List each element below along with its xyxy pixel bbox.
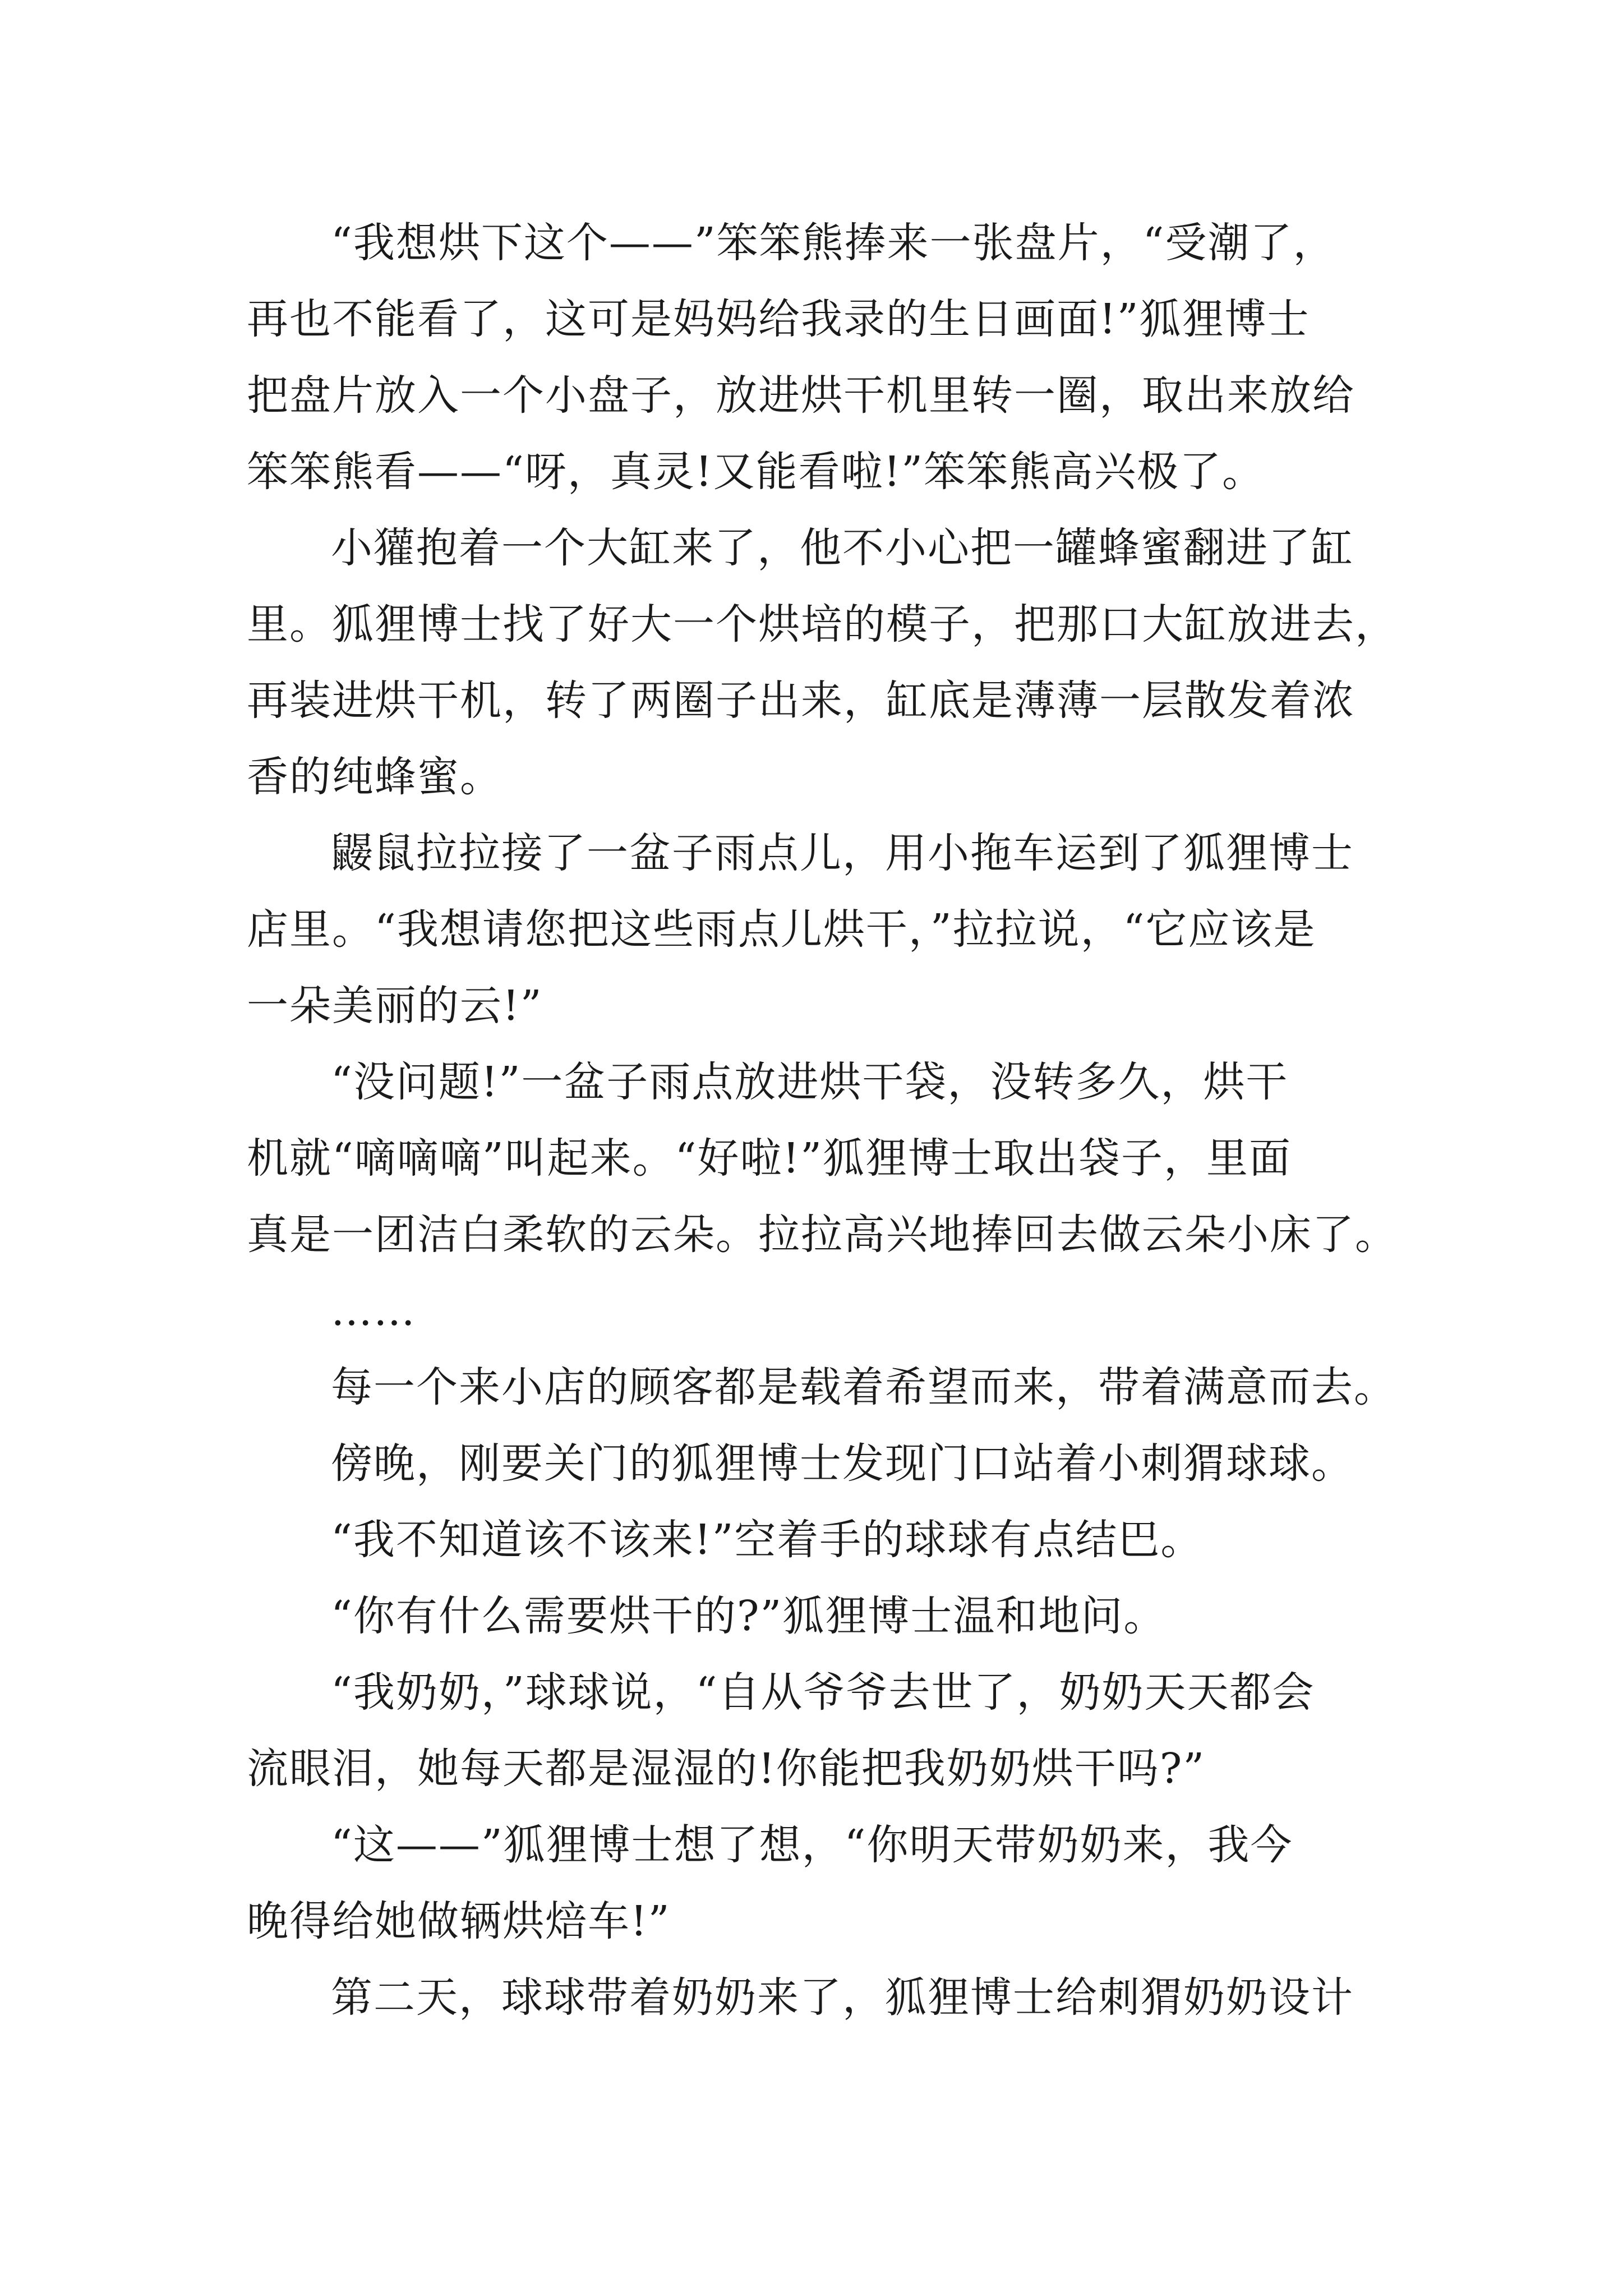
text-line: “没问题!”一盆子雨点放进烘干袋，没转多久，烘干 — [331, 1058, 1289, 1106]
text-line: 第二天，球球带着奶奶来了，狐狸博士给刺猬奶奶设计 — [331, 1973, 1354, 2022]
text-line: “我奶奶，”球球说，“自从爷爷去世了，奶奶天天都会 — [331, 1668, 1315, 1717]
text-line: 香的纯蜂蜜。 — [247, 753, 502, 801]
text-line: 里。狐狸博士找了好大一个烘培的模子，把那口大缸放进去， — [247, 600, 1398, 648]
text-line: …… — [331, 1287, 416, 1335]
text-line: 鼹鼠拉拉接了一盆子雨点儿，用小拖车运到了狐狸博士 — [331, 829, 1354, 877]
story-text — [247, 205, 1398, 2036]
text-line: 晚得给她做辆烘焙车!” — [247, 1897, 671, 1945]
text-line: 笨笨熊看——“呀，真灵!又能看啦!”笨笨熊高兴极了。 — [247, 448, 1265, 496]
text-line: 每一个来小店的顾客都是载着希望而来，带着满意而去。 — [331, 1363, 1396, 1411]
text-line: “我不知道该不该来!”空着手的球球有点结巴。 — [331, 1516, 1204, 1564]
text-line: 小獾抱着一个大缸来了，他不小心把一罐蜂蜜翻进了缸 — [331, 524, 1354, 572]
text-line: 一朵美丽的云!” — [247, 982, 543, 1030]
text-line: 傍晚，刚要关门的狐狸博士发现门口站着小刺猬球球。 — [331, 1439, 1354, 1488]
text-line: 流眼泪，她每天都是湿湿的!你能把我奶奶烘干吗?” — [247, 1745, 1206, 1793]
text-line: “我想烘下这个——”笨笨熊捧来一张盘片，“受潮了， — [331, 219, 1336, 267]
text-line: 店里。“我想请您把这些雨点儿烘干，”拉拉说，“它应该是 — [247, 905, 1316, 954]
text-line: 把盘片放入一个小盘子，放进烘干机里转一圈，取出来放给 — [247, 371, 1355, 420]
text-line: “这——”狐狸博士想了想，“你明天带奶奶来，我今 — [331, 1821, 1293, 1869]
text-line: 真是一团洁白柔软的云朵。拉拉高兴地捧回去做云朵小床了。 — [247, 1211, 1398, 1259]
text-line: 再也不能看了，这可是妈妈给我录的生日画面!”狐狸博士 — [247, 295, 1310, 343]
text-line: “你有什么需要烘干的?”狐狸博士温和地问。 — [331, 1592, 1166, 1640]
text-line: 再装进烘干机，转了两圈子出来，缸底是薄薄一层散发着浓 — [247, 677, 1355, 725]
text-line: 机就“嘀嘀嘀”叫起来。“好啦!”狐狸博士取出袋子，里面 — [247, 1134, 1292, 1182]
